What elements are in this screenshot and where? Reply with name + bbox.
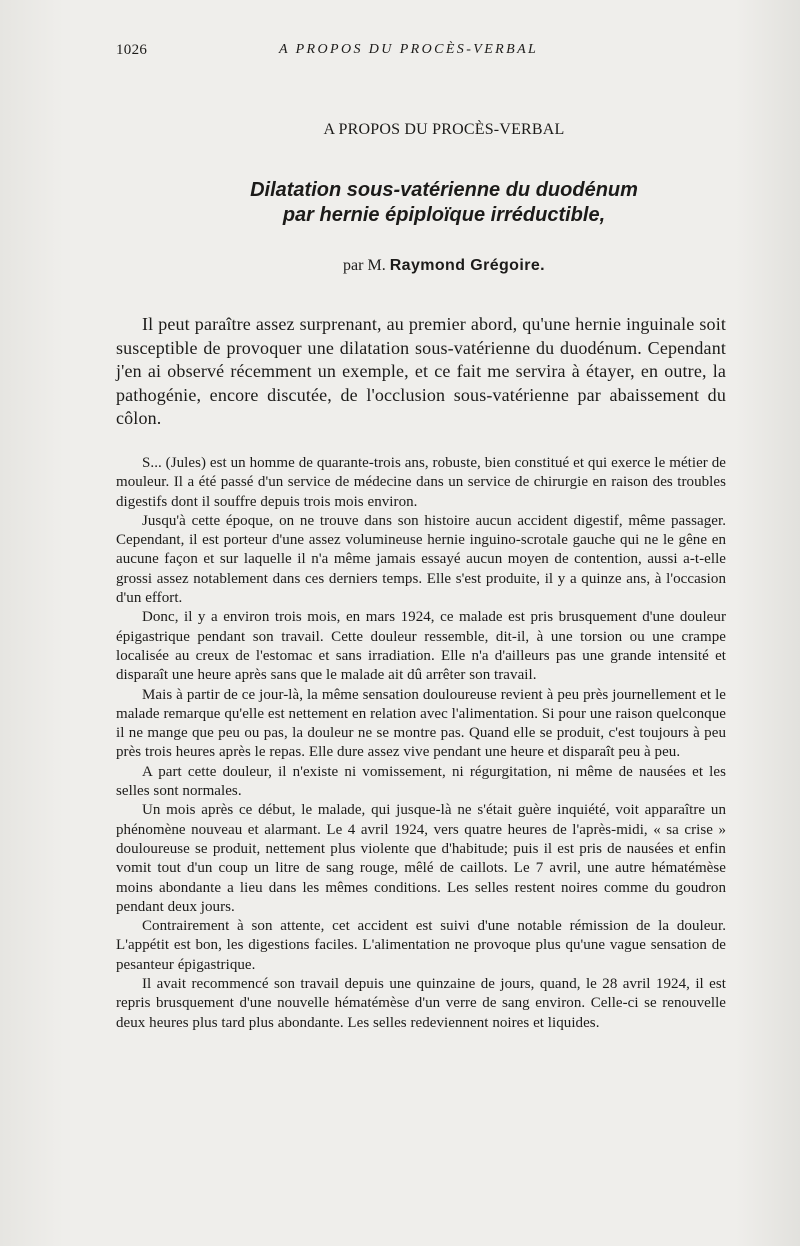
- paragraph: S... (Jules) est un homme de quarante-trois ans, robuste, bien constitué et qui exerce le métier de mouleur. Il a été passé d'un service de médecine dans un service de chirurgie en raison des troubles digestifs dont il souffre depuis trois mois environ.: [116, 455, 726, 510]
- article-title-line-1: Dilatation sous-vatérienne du duodénum: [250, 179, 638, 201]
- intro-section: [116, 313, 726, 431]
- paragraph: A part cette douleur, il n'existe ni vomissement, ni régurgitation, ni même de nausées et les selles sont normales.: [116, 763, 726, 800]
- page-number: 1026: [116, 42, 148, 58]
- section-title: A PROPOS DU PROCÈS-VERBAL: [323, 121, 565, 138]
- paragraph: Il avait recommencé son travail depuis une quinzaine de jours, quand, le 28 avril 1924, il est repris brusquement d'une nouvelle hématémèse d'un verre de sang environ. Celle-ci se renouvelle deux heures plus tard plus abondante. Les selles redeviennent noires et liquides.: [116, 976, 726, 1031]
- byline: [0, 257, 800, 275]
- byline-prefix: par M.: [343, 257, 386, 274]
- running-head: A PROPOS DU PROCÈS-VERBAL: [279, 42, 539, 57]
- intro-paragraph: Il peut paraître assez surprenant, au premier abord, qu'une hernie inguinale soit susceptible de provoquer une dilatation sous-vatérienne du duodénum. Cependant j'en ai observé récemment un exemple, et ce fait me servira à étayer, en outre, la pathogénie, encore discutée, de l'occlusion sous-vatérienne par abaissement du côlon.: [116, 314, 726, 429]
- article-title: [0, 178, 800, 228]
- paragraph: Donc, il y a environ trois mois, en mars 1924, ce malade est pris brusquement d'une douleur épigastrique pendant son travail. Cette douleur ressemble, dit-il, à une torsion ou une crampe localisée au creux de l'estomac et sans irradiation. Elle n'a d'ailleurs pas une grande intensité et disparaît une heure après sans que le malade ait dû arrêter son travail.: [116, 609, 726, 684]
- author-name: Raymond Grégoire.: [389, 257, 545, 274]
- paragraph: Mais à partir de ce jour-là, la même sensation douloureuse revient à peu près journellement et le malade remarque qu'elle est nettement en relation avec l'alimentation. Si pour une raison quelconque il ne mange que peu ou pas, la douleur ne se montre pas. Quand elle se produit, c'est toujours à peu près trois heures après le repas. Elle dure assez vive pendant une heure et disparaît peu à peu.: [116, 686, 726, 761]
- paragraph: Jusqu'à cette époque, on ne trouve dans son histoire aucun accident digestif, même passager. Cependant, il est porteur d'une assez volumineuse hernie inguino-scrotale gauche qui ne le gêne en aucune façon et sur laquelle il n'a même jamais essayé aucun moyen de contention, aussi a-t-elle grossi assez notablement dans ces derniers temps. Elle s'est produite, il y a quinze ans, à l'occasion d'un effort.: [116, 512, 726, 607]
- paragraph: Contrairement à son attente, cet accident est suivi d'une notable rémission de la douleur. L'appétit est bon, les digestions faciles. L'alimentation ne provoque plus qu'une vague sensation de pesanteur épigastrique.: [116, 918, 726, 973]
- article-title-line-2: par hernie épiploïque irréductible,: [282, 204, 606, 226]
- paragraph: Un mois après ce début, le malade, qui jusque-là ne s'était guère inquiété, voit apparaître un phénomène nouveau et alarmant. Le 4 avril 1924, vers quatre heures de l'après-midi, « sa crise » douloureuse se produit, nettement plus violente que d'habitude; puis il est pris de nausées et enfin vomit tout d'un coup un litre de sang rouge, mêlé de caillots. Le 7 avril, une autre hématémèse moins abondante a lieu dans les mêmes conditions. Les selles restent noires comme du goudron pendant deux jours.: [116, 802, 726, 915]
- page-header: [116, 42, 562, 66]
- case-report: [116, 454, 726, 1033]
